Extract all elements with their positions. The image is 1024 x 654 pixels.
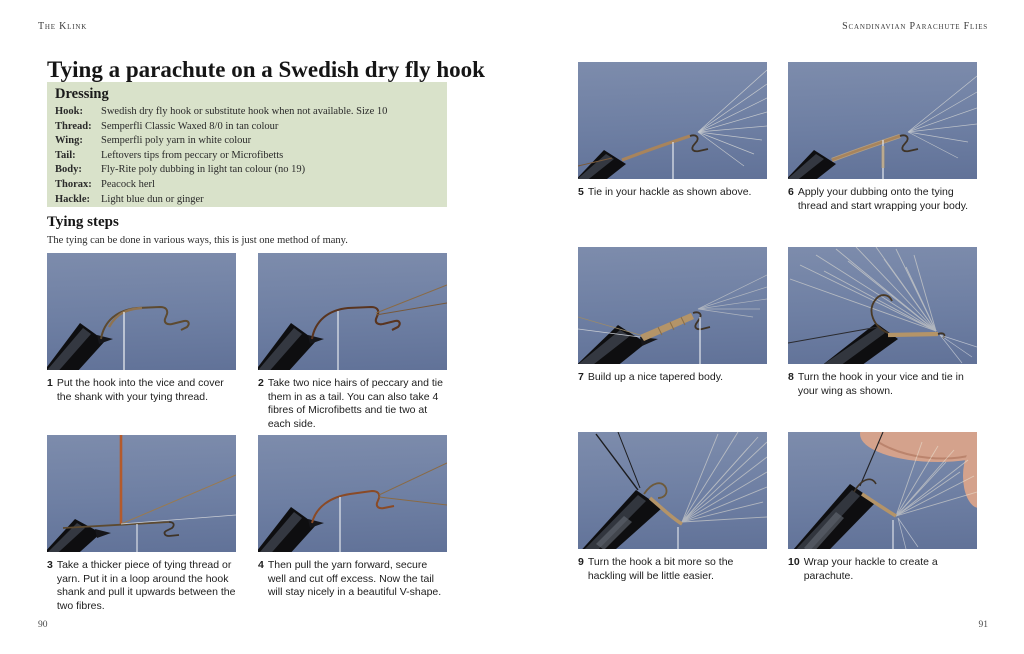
dressing-box <box>47 82 447 207</box>
step-number: 3 <box>47 559 53 571</box>
dressing-label: Hook: <box>55 106 84 117</box>
hook <box>101 307 189 339</box>
page-number-left: 90 <box>38 620 48 630</box>
dressing-value: Leftovers tips from peccary or Microfibetts <box>101 149 284 161</box>
step-number: 1 <box>47 377 53 389</box>
running-head-right: Scandinavian Parachute Flies <box>842 21 988 32</box>
body-wraps <box>622 136 690 160</box>
tapered-body <box>640 313 694 341</box>
step-number: 10 <box>788 556 800 568</box>
step-caption <box>788 186 977 213</box>
tail-fibre <box>379 463 447 495</box>
vice-jaws <box>258 507 324 552</box>
dressing-value: Fly-Rite poly dubbing in light tan colour (no 19) <box>101 164 306 176</box>
step-caption <box>578 556 767 583</box>
hook-point <box>644 483 667 498</box>
step-number: 9 <box>578 556 584 568</box>
dressing-row <box>55 120 439 135</box>
dressing-value: Light blue dun or ginger <box>101 193 204 205</box>
dressing-label: Body: <box>55 164 82 176</box>
step-caption-text: Wrap your hackle to create a parachute. <box>803 556 938 582</box>
page-number-right: 91 <box>978 620 988 630</box>
body-wraps <box>832 136 900 160</box>
step-photo <box>258 435 447 552</box>
step-caption-text: Put the hook into the vice and cover the shank with your tying thread. <box>56 377 224 403</box>
step-photo <box>788 62 977 179</box>
step-figure <box>47 253 236 404</box>
step-caption-text: Tie in your hackle as shown above. <box>587 186 752 198</box>
step-figure <box>578 62 767 200</box>
dressing-value: Semperfli Classic Waxed 8/0 in tan colour <box>101 120 279 132</box>
tying-steps-intro: The tying can be done in various ways, this is just one method of many. <box>47 235 348 246</box>
dressing-label: Thread: <box>55 120 92 132</box>
hackle-tied-photo <box>578 62 767 179</box>
step-photo <box>788 432 977 549</box>
dressing-label: Thorax: <box>55 178 92 190</box>
page-title: Tying a parachute on a Swedish dry fly hook <box>47 57 485 83</box>
step-number: 4 <box>258 559 264 571</box>
tail-fibres-photo <box>258 253 447 370</box>
body-wraps <box>888 334 938 335</box>
step-photo <box>258 253 447 370</box>
step-figure <box>258 435 447 600</box>
step-number: 5 <box>578 186 584 198</box>
vice-jaws <box>788 150 836 179</box>
hook-in-vice-photo <box>47 253 236 370</box>
hackle-fan <box>698 275 767 317</box>
step-figure <box>47 435 236 613</box>
step-figure <box>578 432 767 583</box>
step-number: 6 <box>788 186 794 198</box>
hook <box>312 307 400 339</box>
step-caption <box>258 559 447 600</box>
step-caption-text: Take two nice hairs of peccary and tie them in as a tail. You can also take 4 fibres of Microfibetts and tie two at each side. <box>267 377 443 430</box>
step-photo <box>578 247 767 364</box>
hook <box>312 491 394 523</box>
step-caption <box>578 186 767 200</box>
step-number: 7 <box>578 371 584 383</box>
wing-plume <box>682 432 767 522</box>
step-caption <box>47 559 236 613</box>
hackle-fan <box>908 76 977 158</box>
wing-plume <box>790 247 936 331</box>
step-photo <box>578 62 767 179</box>
hook-bend <box>693 312 710 329</box>
step-caption-text: Turn the hook in your vice and tie in your wing as shown. <box>797 371 964 397</box>
parachute-hackle-photo <box>788 432 977 549</box>
step-caption <box>47 377 236 404</box>
step-figure <box>258 253 447 431</box>
step-caption-text: Then pull the yarn forward, secure well and cut off excess. Now the tail will stay nicely in a beautiful V-shape. <box>267 559 442 598</box>
dressing-row <box>55 178 439 193</box>
dressing-label: Tail: <box>55 149 76 161</box>
step-caption <box>578 371 767 385</box>
step-photo <box>788 247 977 364</box>
wing-tied-photo <box>788 247 977 364</box>
dubbing-photo <box>788 62 977 179</box>
step-number: 8 <box>788 371 794 383</box>
hackle-fibers <box>940 335 977 363</box>
yarn-loop-photo <box>47 435 236 552</box>
step-figure <box>788 247 977 398</box>
dressing-label: Hackle: <box>55 193 90 205</box>
step-caption <box>788 371 977 398</box>
fibre <box>578 317 640 335</box>
step-number: 2 <box>258 377 264 389</box>
dressing-row <box>55 193 439 208</box>
hackle-fan <box>698 70 767 166</box>
running-head-left: The Klink <box>38 21 88 32</box>
step-caption <box>258 377 447 431</box>
step-figure <box>578 247 767 385</box>
step-photo <box>47 253 236 370</box>
step-caption-text: Take a thicker piece of tying thread or yarn. Put it in a loop around the hook shank and pull it upwards between the two fibres. <box>56 559 236 612</box>
step-photo <box>47 435 236 552</box>
step-figure <box>788 432 977 583</box>
dressing-row <box>55 163 439 178</box>
tapered-body-photo <box>578 247 767 364</box>
hackle-stem <box>596 434 638 490</box>
dressing-value: Swedish dry fly hook or substitute hook when not available. Size 10 <box>101 106 388 117</box>
tail-fibre <box>379 497 447 505</box>
step-caption-text: Apply your dubbing onto the tying thread and start wrapping your body. <box>797 186 969 212</box>
hook-turned-photo <box>578 432 767 549</box>
dressing-value: Peacock herl <box>101 178 155 190</box>
step-photo <box>578 432 767 549</box>
hackle-fibers <box>898 518 918 549</box>
hook-bend <box>900 135 918 151</box>
step-caption-text: Build up a nice tapered body. <box>587 371 724 383</box>
step-figure <box>788 62 977 213</box>
dressing-row <box>55 134 439 149</box>
vice-jaws <box>47 519 111 552</box>
v-tail-photo <box>258 435 447 552</box>
dressing-heading: Dressing <box>55 86 109 102</box>
hook-bend <box>165 522 179 536</box>
dressing-value: Semperfli poly yarn in white colour <box>101 135 252 147</box>
dressing-row <box>55 149 439 164</box>
step-caption-text: Turn the hook a bit more so the hackling will be little easier. <box>587 556 734 582</box>
tying-steps-heading: Tying steps <box>47 214 119 230</box>
step-caption <box>788 556 977 583</box>
dressing-row <box>55 105 439 120</box>
dressing-label: Wing: <box>55 135 83 147</box>
hackle-stem <box>618 432 640 488</box>
